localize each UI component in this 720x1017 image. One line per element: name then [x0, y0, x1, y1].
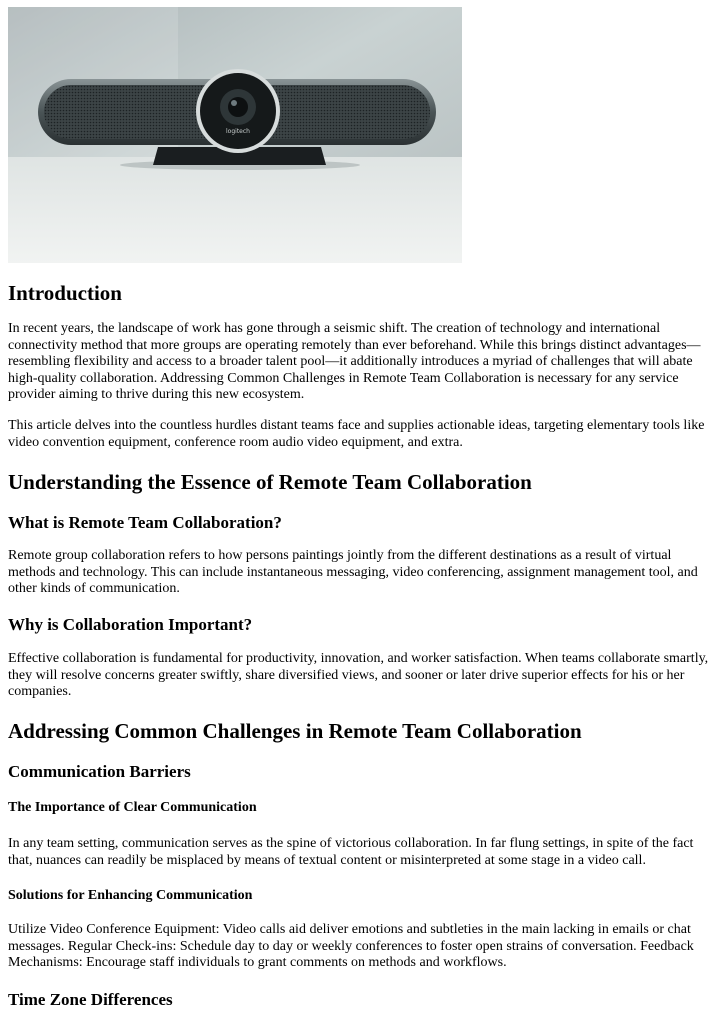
intro-paragraph-1: In recent years, the landscape of work has gone through a seismic shift. The creation of technology and international connectivity method that more groups are operating remotely than ever beforehand. While this brings distinct advantages—resembling flexibility and access to a broader talent pool—it additionally introduces a myriad of challenges that will abate high-quality collaboration. Addressing Common Challenges in Remote Team Collaboration is necessary for any service provider aiming to thrive during this new ecosystem.	[8, 321, 701, 403]
solutions-paragraph: Utilize Video Conference Equipment: Video calls aid deliver emotions and subtleties in the main lacking in emails or chat messages. Regular Check-ins: Schedule day to day or weekly conferences to foster open strains of conversation. Feedback Mechanisms: Encourage staff individuals to grant comments on methods and workflows.	[8, 922, 694, 971]
hero-image	[8, 7, 462, 263]
timezone-heading: Time Zone Differences	[8, 990, 173, 1009]
clear-communication-paragraph: In any team setting, communication serves as the spine of victorious collaboration. In far flung settings, in spite of the fact that, nuances can readily be misplaced by means of textual content or misinterpreted at some stage in a video call.	[8, 836, 694, 868]
essence-heading: Understanding the Essence of Remote Team Collaboration	[8, 470, 532, 494]
why-paragraph: Effective collaboration is fundamental for productivity, innovation, and worker satisfaction. When teams collaborate smartly, they will resolve concerns greater swiftly, share diversified views, and sooner or later drive superior effects for his or her companies.	[8, 651, 709, 700]
intro-paragraph-2: This article delves into the countless hurdles distant teams face and supplies actionable ideas, targeting elementary tools like video convention equipment, conference room audio video equipment, and extra.	[8, 418, 705, 450]
barriers-heading: Communication Barriers	[8, 762, 191, 781]
clear-communication-heading: The Importance of Clear Communication	[8, 800, 257, 815]
challenges-heading: Addressing Common Challenges in Remote Team Collaboration	[8, 719, 582, 743]
solutions-heading: Solutions for Enhancing Communication	[8, 888, 253, 903]
camera-brand-label: logitech	[226, 128, 250, 135]
what-heading: What is Remote Team Collaboration?	[8, 513, 282, 532]
what-paragraph: Remote group collaboration refers to how persons paintings jointly from the different destinations as a result of virtual methods and technology. This can include instantaneous messaging, video conferencing, assignment management tool, and other kinds of communication.	[8, 548, 698, 597]
article	[8, 7, 714, 1009]
why-heading: Why is Collaboration Important?	[8, 615, 253, 634]
intro-heading: Introduction	[8, 281, 122, 305]
video-conference-camera-image	[8, 7, 462, 263]
